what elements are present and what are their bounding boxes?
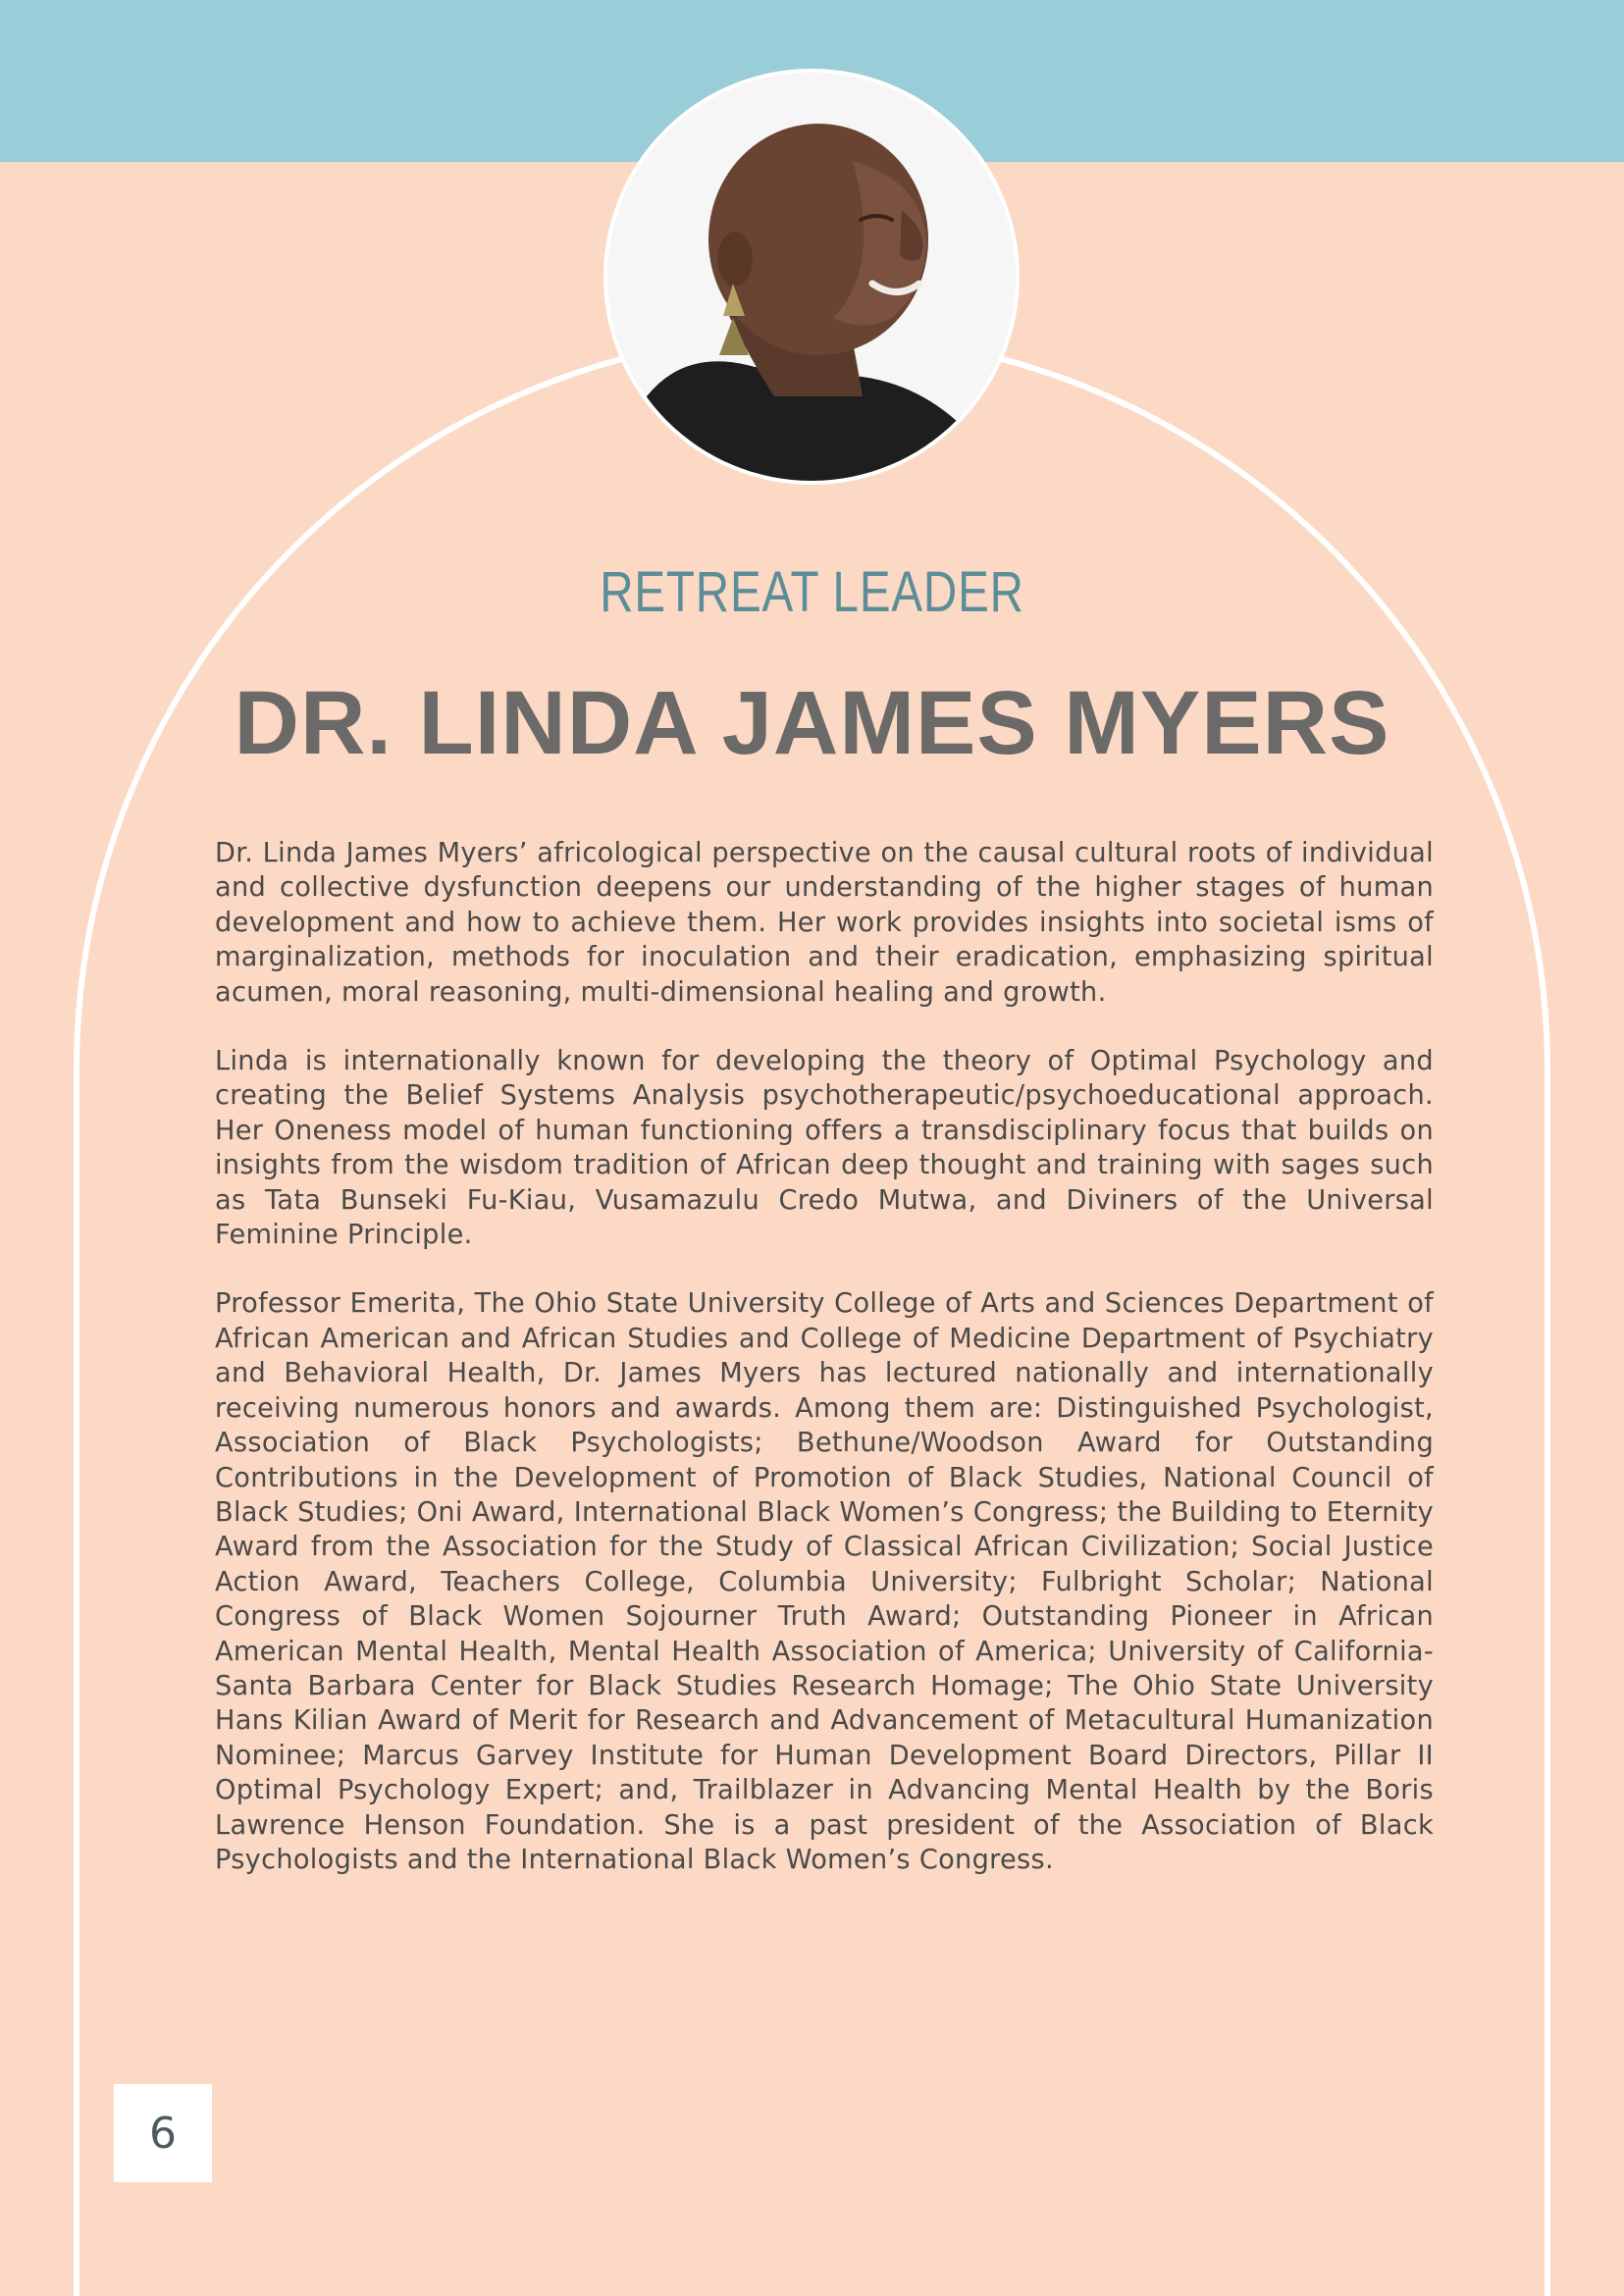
- role-label: RETREAT LEADER: [600, 560, 1024, 624]
- page-number: 6: [114, 2084, 212, 2182]
- portrait-photo: [603, 69, 1020, 485]
- bio-paragraph: Dr. Linda James Myers’ africological perspective on the causal cultural roots of individual and collective dysfunction deepens our understanding of the higher stages of human development and how to achieve them. Her work provides insights into societal isms of marginalization, methods for inoculation and their eradication, emphasizing spiritual acumen, moral reasoning, multi-dimensional healing and growth.: [215, 838, 1434, 1008]
- bio-text: [215, 836, 1434, 1911]
- bio-paragraph: Linda is internationally known for developing the theory of Optimal Psychology and creating the Belief Systems Analysis psychotherapeutic/psychoeducational approach. Her Oneness model of human functioning offers a transdisciplinary focus that builds on insights from the wisdom tradition of African deep thought and training with sages such as Tata Bunseki Fu-Kiau, Vusamazulu Credo Mutwa, and Diviners of the Universal Feminine Principle.: [215, 1046, 1434, 1251]
- leader-name-heading: DR. LINDA JAMES MYERS: [234, 673, 1390, 773]
- bio-paragraph: Professor Emerita, The Ohio State University College of Arts and Sciences Department of African American and African Studies and College of Medicine Department of Psychiatry and Behavioral Health, Dr. James Myers has lectured nationally and internationally receiving numerous honors and awards. Among them are: Distinguished Psychologist, Association of Black Psychologists; Bethune/Woodson Award for Outstanding Contributions in the Development of Promotion of Black Studies, National Council of Black Studies; Oni Award, International Black Women’s Congress; the Building to Eternity Award from the Association for the Study of Classical African Civilization; Social Justice Action Award, Teachers College, Columbia University; Fulbright Scholar; National Congress of Black Women Sojourner Truth Award; Outstanding Pioneer in African American Mental Health, Mental Health Association of America; University of California-Santa Barbara Center for Black Studies Research Homage; The Ohio State University Hans Kilian Award of Merit for Research and Advancement of Metacultural Humanization Nominee; Marcus Garvey Institute for Human Development Board Directors, Pillar II Optimal Psychology Expert; and, Trailblazer in Advancing Mental Health by the Boris Lawrence Henson Foundation. She is a past president of the Association of Black Psychologists and the International Black Women’s Congress.: [215, 1288, 1434, 1875]
